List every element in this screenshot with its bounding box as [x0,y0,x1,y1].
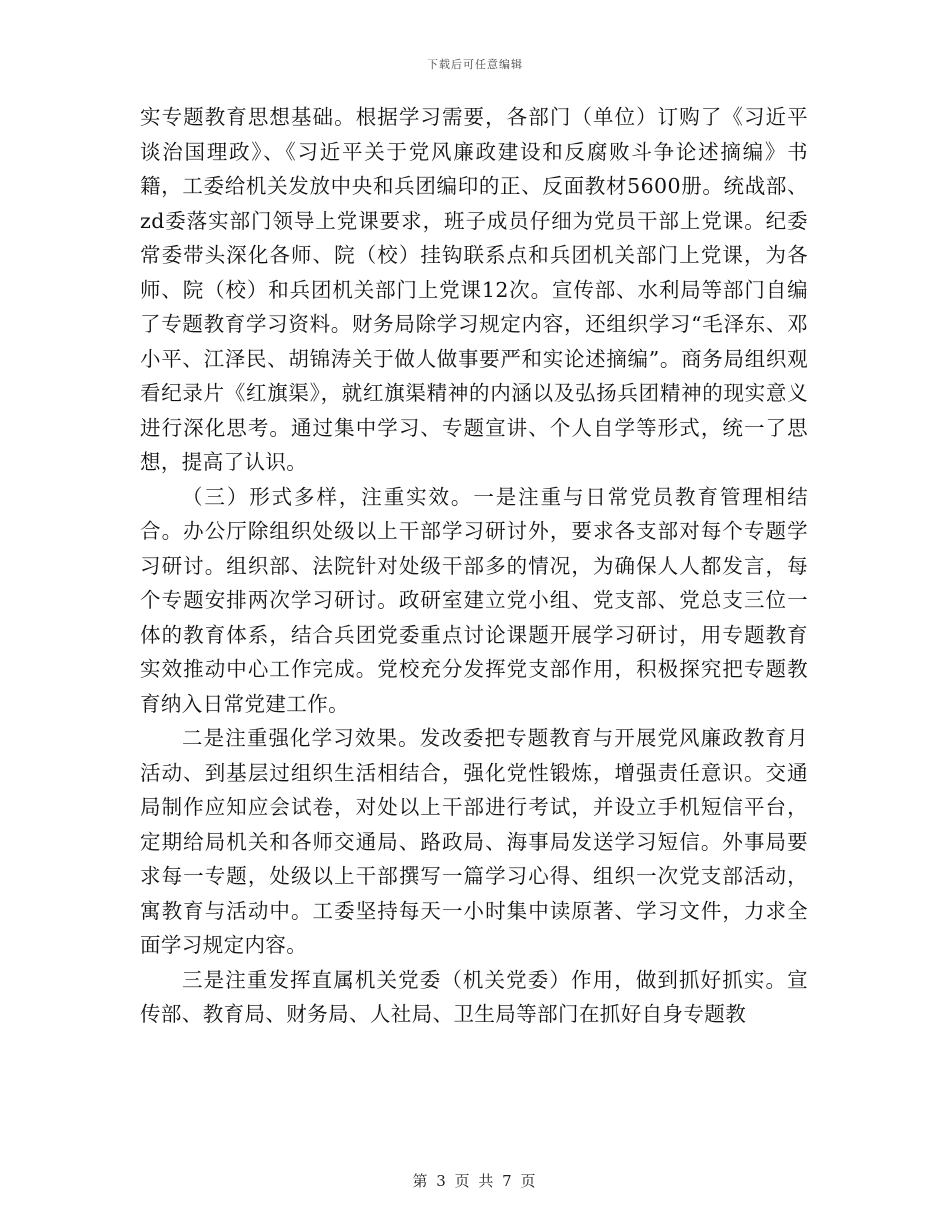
page-number-footer: 第 3 页 共 7 页 [412,1172,538,1190]
document-body [140,100,808,1032]
paragraph-4: 三是注重发挥直属机关党委（机关党委）作用，做到抓好抓实。宣传部、教育局、财务局、人社局、卫生局等部门在抓好自身专题教 [140,967,808,1026]
paragraph-3: 二是注重强化学习效果。发改委把专题教育与开展党风廉政教育月活动、到基层过组织生活相结合，强化党性锻炼，增强责任意识。交通局制作应知应会试卷，对处以上干部进行考试，并设立手机短信平台，定期给局机关和各师交通局、路政局、海事局发送学习短信。外事局要求每一专题，处级以上干部撰写一篇学习心得、组织一次党支部活动，寓教育与活动中。工委坚持每天一小时集中读原著、学习文件，力求全面学习规定内容。 [140,726,808,957]
paragraph-1: 实专题教育思想基础。根据学习需要，各部门（单位）订购了《习近平谈治国理政》、《习近平关于党风廉政建设和反腐败斗争论述摘编》书籍，工委给机关发放中央和兵团编印的正、反面教材5600册。统战部、zd委落实部门领导上党课要求，班子成员仔细为党员干部上党课。纪委常委带头深化各师、院（校）挂钩联系点和兵团机关部门上党课，为各师、院（校）和兵团机关部门上党课12次。宣传部、水利局等部门自编了专题教育学习资料。财务局除学习规定内容，还组织学习“毛泽东、邓小平、江泽民、胡锦涛关于做人做事要严和实论述摘编”。商务局组织观看纪录片《红旗渠》，就红旗渠精神的内涵以及弘扬兵团精神的现实意义进行深化思考。通过集中学习、专题宣讲、个人自学等形式，统一了思想，提高了认识。 [140,105,808,474]
paragraph-2: （三）形式多样，注重实效。一是注重与日常党员教育管理相结合。办公厅除组织处级以上干部学习研讨外，要求各支部对每个专题学习研讨。组织部、法院针对处级干部多的情况，为确保人人都发言，每个专题安排两次学习研讨。政研室建立党小组、党支部、党总支三位一体的教育体系，结合兵团党委重点讨论课题开展学习研讨，用专题教育实效推动中心工作完成。党校充分发挥党支部作用，积极探究把专题教育纳入日常党建工作。 [140,484,808,716]
page-header-note: 下载后可任意编辑 [427,58,523,71]
